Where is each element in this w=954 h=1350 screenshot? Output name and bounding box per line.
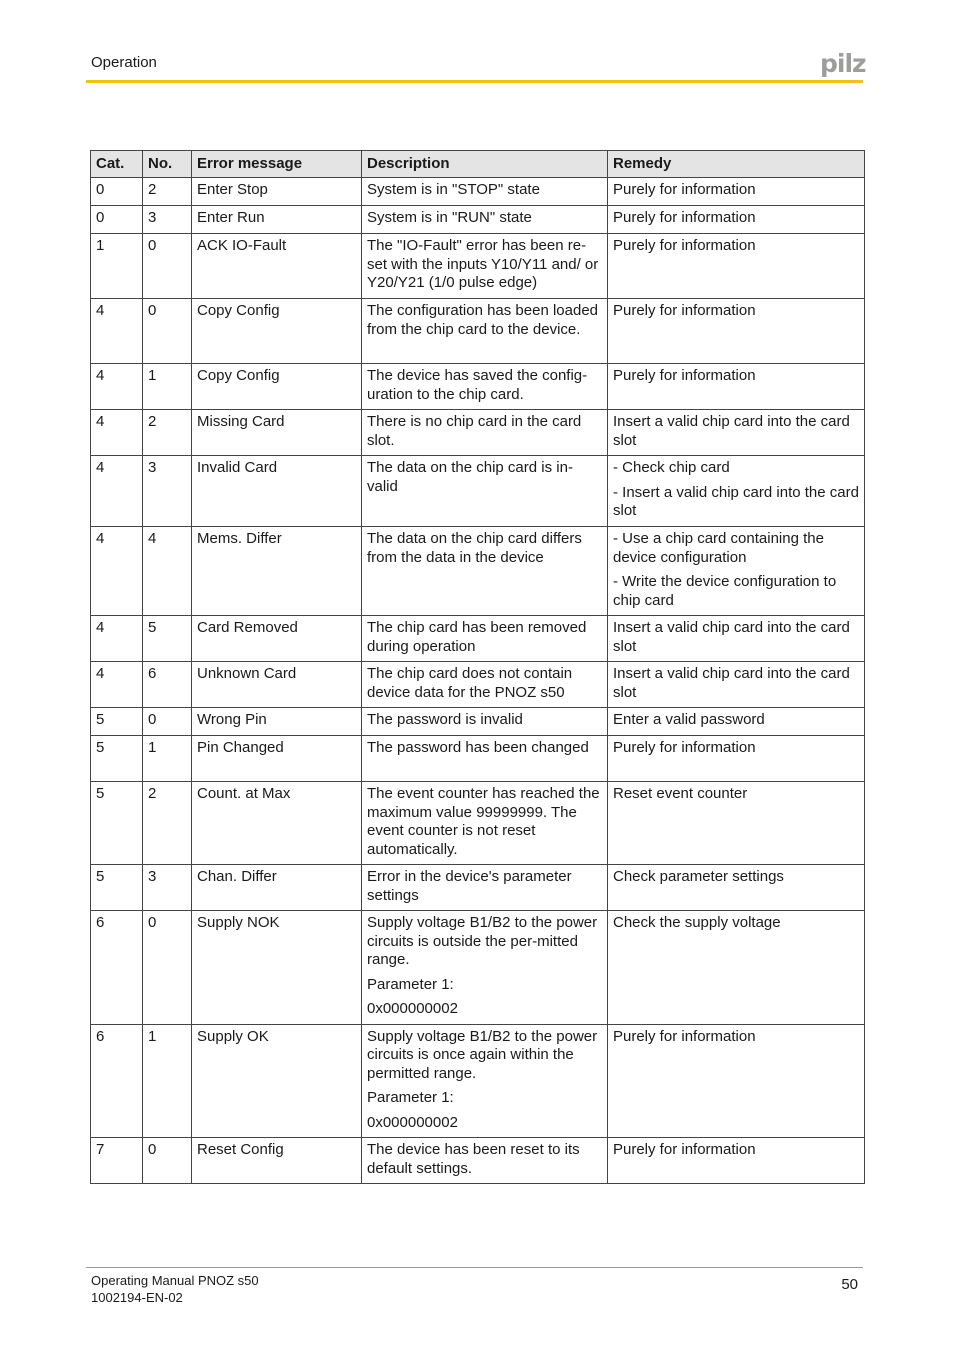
cell-cat: 4 (91, 662, 143, 708)
cell-remedy (608, 736, 865, 782)
cell-cat: 7 (91, 1138, 143, 1184)
cell-cat: 0 (91, 178, 143, 206)
error-table (90, 150, 865, 1184)
cell-error-message: Supply NOK (192, 911, 362, 1025)
cell-error-message: Wrong Pin (192, 708, 362, 736)
header-divider (86, 80, 863, 83)
table-row (91, 456, 865, 527)
cell-remedy (608, 178, 865, 206)
section-title: Operation (91, 54, 157, 71)
cell-cat: 5 (91, 865, 143, 911)
cell-description (362, 865, 608, 911)
cell-description (362, 456, 608, 527)
manual-title: Operating Manual PNOZ s50 (91, 1273, 259, 1288)
cell-description (362, 410, 608, 456)
cell-description (362, 662, 608, 708)
cell-cat: 4 (91, 364, 143, 410)
cell-cat: 4 (91, 299, 143, 364)
cell-remedy-paragraph: Purely for information (613, 1027, 756, 1045)
cell-description-paragraph: The event counter has reached the maximum value 99999999. The event counter is not reset automatically. (367, 785, 600, 858)
cell-description (362, 299, 608, 364)
table-row (91, 299, 865, 364)
cell-remedy (608, 527, 865, 616)
cell-description-paragraph: The chip card does not contain device data for the PNOZ s50 (367, 665, 573, 701)
cell-description (362, 736, 608, 782)
cell-cat: 4 (91, 616, 143, 662)
cell-remedy-paragraph: Purely for information (613, 367, 756, 384)
cell-no: 5 (143, 616, 192, 662)
cell-description-paragraph: The data on the chip card is in-valid (367, 459, 573, 495)
cell-no: 6 (143, 662, 192, 708)
table-row (91, 234, 865, 299)
cell-no: 1 (143, 1024, 192, 1138)
table-row (91, 410, 865, 456)
cell-description (362, 911, 608, 1025)
cell-description-paragraph: The device has been reset to its default settings. (367, 1141, 580, 1177)
cell-error-message: Card Removed (192, 616, 362, 662)
cell-no: 1 (143, 736, 192, 782)
cell-remedy-paragraph: - Write the device configuration to chip card (613, 573, 837, 609)
cell-remedy-paragraph: Purely for information (613, 237, 756, 254)
cell-no: 4 (143, 527, 192, 616)
cell-cat: 1 (91, 234, 143, 299)
cell-description-paragraph: Supply voltage B1/B2 to the power circuits is once again within the permitted range. (367, 1027, 598, 1082)
cell-no: 0 (143, 708, 192, 736)
table-header-row (91, 151, 865, 178)
cell-error-message: Chan. Differ (192, 865, 362, 911)
cell-remedy-paragraph: - Check chip card (613, 459, 730, 476)
cell-remedy-paragraph: Enter a valid password (613, 711, 765, 728)
cell-remedy (608, 206, 865, 234)
table-row (91, 865, 865, 911)
cell-description-paragraph: The password is invalid (367, 711, 523, 728)
cell-error-message: Reset Config (192, 1138, 362, 1184)
cell-no: 1 (143, 364, 192, 410)
table-row (91, 708, 865, 736)
table-row (91, 911, 865, 1025)
cell-description (362, 616, 608, 662)
cell-remedy (608, 865, 865, 911)
cell-cat: 4 (91, 456, 143, 527)
cell-remedy (608, 299, 865, 364)
cell-remedy (608, 708, 865, 736)
table-row (91, 364, 865, 410)
cell-no: 2 (143, 782, 192, 865)
cell-description-paragraph: 0x000000002 (367, 1113, 458, 1131)
cell-remedy-paragraph: Check parameter settings (613, 868, 784, 885)
cell-error-message: Unknown Card (192, 662, 362, 708)
cell-description-paragraph: Supply voltage B1/B2 to the power circuits is outside the per-mitted range. (367, 914, 598, 968)
cell-cat: 4 (91, 410, 143, 456)
cell-description-paragraph: The password has been changed (367, 739, 589, 756)
column-header-error-message: Error message (192, 151, 362, 178)
cell-remedy (608, 782, 865, 865)
cell-remedy-paragraph: Purely for information (613, 1141, 756, 1158)
cell-no: 2 (143, 410, 192, 456)
cell-remedy (608, 364, 865, 410)
cell-no: 3 (143, 456, 192, 527)
column-header-description: Description (362, 151, 608, 178)
column-header-remedy: Remedy (608, 151, 865, 178)
cell-description-paragraph: The configuration has been loaded from the chip card to the device. (367, 302, 599, 338)
cell-cat: 5 (91, 736, 143, 782)
cell-remedy (608, 911, 865, 1025)
cell-description (362, 527, 608, 616)
cell-remedy-paragraph: Purely for information (613, 302, 756, 319)
cell-description-paragraph: The data on the chip card differs from the data in the device (367, 530, 582, 566)
cell-description-paragraph: There is no chip card in the card slot. (367, 413, 582, 449)
doc-number: 1002194-EN-02 (91, 1290, 183, 1305)
cell-remedy-paragraph: Reset event counter (613, 785, 748, 802)
cell-error-message: Supply OK (192, 1024, 362, 1138)
cell-remedy-paragraph: Check the supply voltage (613, 914, 781, 931)
cell-description-paragraph: System is in "STOP" state (367, 181, 540, 198)
table-row (91, 616, 865, 662)
table-row (91, 206, 865, 234)
cell-no: 3 (143, 865, 192, 911)
table-row (91, 527, 865, 616)
table-row (91, 1138, 865, 1184)
footer-divider (86, 1267, 863, 1268)
cell-remedy-paragraph: Purely for information (613, 181, 756, 198)
cell-error-message: Missing Card (192, 410, 362, 456)
cell-cat: 5 (91, 708, 143, 736)
cell-description (362, 708, 608, 736)
cell-error-message: Copy Config (192, 299, 362, 364)
footer-doc-info (91, 1272, 259, 1306)
cell-error-message: Copy Config (192, 364, 362, 410)
table-row (91, 1024, 865, 1138)
cell-remedy (608, 410, 865, 456)
column-header-no: No. (143, 151, 192, 178)
cell-no: 0 (143, 234, 192, 299)
cell-description (362, 206, 608, 234)
cell-remedy (608, 456, 865, 527)
table-body (91, 178, 865, 1184)
cell-error-message: ACK IO-Fault (192, 234, 362, 299)
cell-remedy (608, 1024, 865, 1138)
cell-description (362, 782, 608, 865)
cell-error-message: Count. at Max (192, 782, 362, 865)
cell-description-paragraph: The chip card has been removed during operation (367, 619, 587, 655)
cell-remedy-paragraph: Insert a valid chip card into the card slot (613, 619, 850, 655)
table-row (91, 178, 865, 206)
cell-description-paragraph: Parameter 1: (367, 1089, 454, 1106)
cell-error-message: Invalid Card (192, 456, 362, 527)
cell-no: 3 (143, 206, 192, 234)
cell-description-paragraph: Error in the device's parameter settings (367, 868, 572, 904)
cell-description-paragraph: 0x000000002 (367, 1000, 458, 1017)
cell-cat: 6 (91, 911, 143, 1025)
cell-error-message: Enter Stop (192, 178, 362, 206)
table-row (91, 662, 865, 708)
cell-description (362, 1138, 608, 1184)
cell-remedy-paragraph: - Use a chip card containing the device configuration (613, 530, 824, 566)
cell-description (362, 364, 608, 410)
cell-error-message: Pin Changed (192, 736, 362, 782)
cell-error-message: Enter Run (192, 206, 362, 234)
cell-no: 2 (143, 178, 192, 206)
cell-description-paragraph: System is in "RUN" state (367, 209, 532, 226)
cell-error-message: Mems. Differ (192, 527, 362, 616)
table-row (91, 736, 865, 782)
cell-remedy (608, 662, 865, 708)
cell-no: 0 (143, 1138, 192, 1184)
cell-description-paragraph: Parameter 1: (367, 975, 454, 993)
cell-cat: 0 (91, 206, 143, 234)
cell-cat: 5 (91, 782, 143, 865)
cell-remedy (608, 234, 865, 299)
cell-remedy-paragraph: Insert a valid chip card into the card slot (613, 665, 850, 701)
pilz-logo (820, 51, 866, 77)
table-row (91, 782, 865, 865)
cell-remedy-paragraph: Purely for information (613, 209, 756, 226)
pilz-logo-text: pilz (820, 51, 866, 77)
cell-remedy-paragraph: Purely for information (613, 739, 756, 756)
cell-description (362, 234, 608, 299)
cell-remedy (608, 616, 865, 662)
cell-description-paragraph: The "IO-Fault" error has been re-set with the inputs Y10/Y11 and/ or Y20/Y21 (1/0 pulse edge) (367, 237, 599, 291)
cell-no: 0 (143, 299, 192, 364)
cell-description (362, 178, 608, 206)
cell-no: 0 (143, 911, 192, 1025)
cell-remedy (608, 1138, 865, 1184)
cell-cat: 6 (91, 1024, 143, 1138)
cell-remedy-paragraph: - Insert a valid chip card into the card slot (613, 483, 859, 519)
cell-description (362, 1024, 608, 1138)
column-header-cat: Cat. (91, 151, 143, 178)
page-number: 50 (841, 1276, 858, 1293)
cell-description-paragraph: The device has saved the config-uration to the chip card. (367, 367, 588, 403)
cell-remedy-paragraph: Insert a valid chip card into the card slot (613, 413, 850, 449)
cell-cat: 4 (91, 527, 143, 616)
